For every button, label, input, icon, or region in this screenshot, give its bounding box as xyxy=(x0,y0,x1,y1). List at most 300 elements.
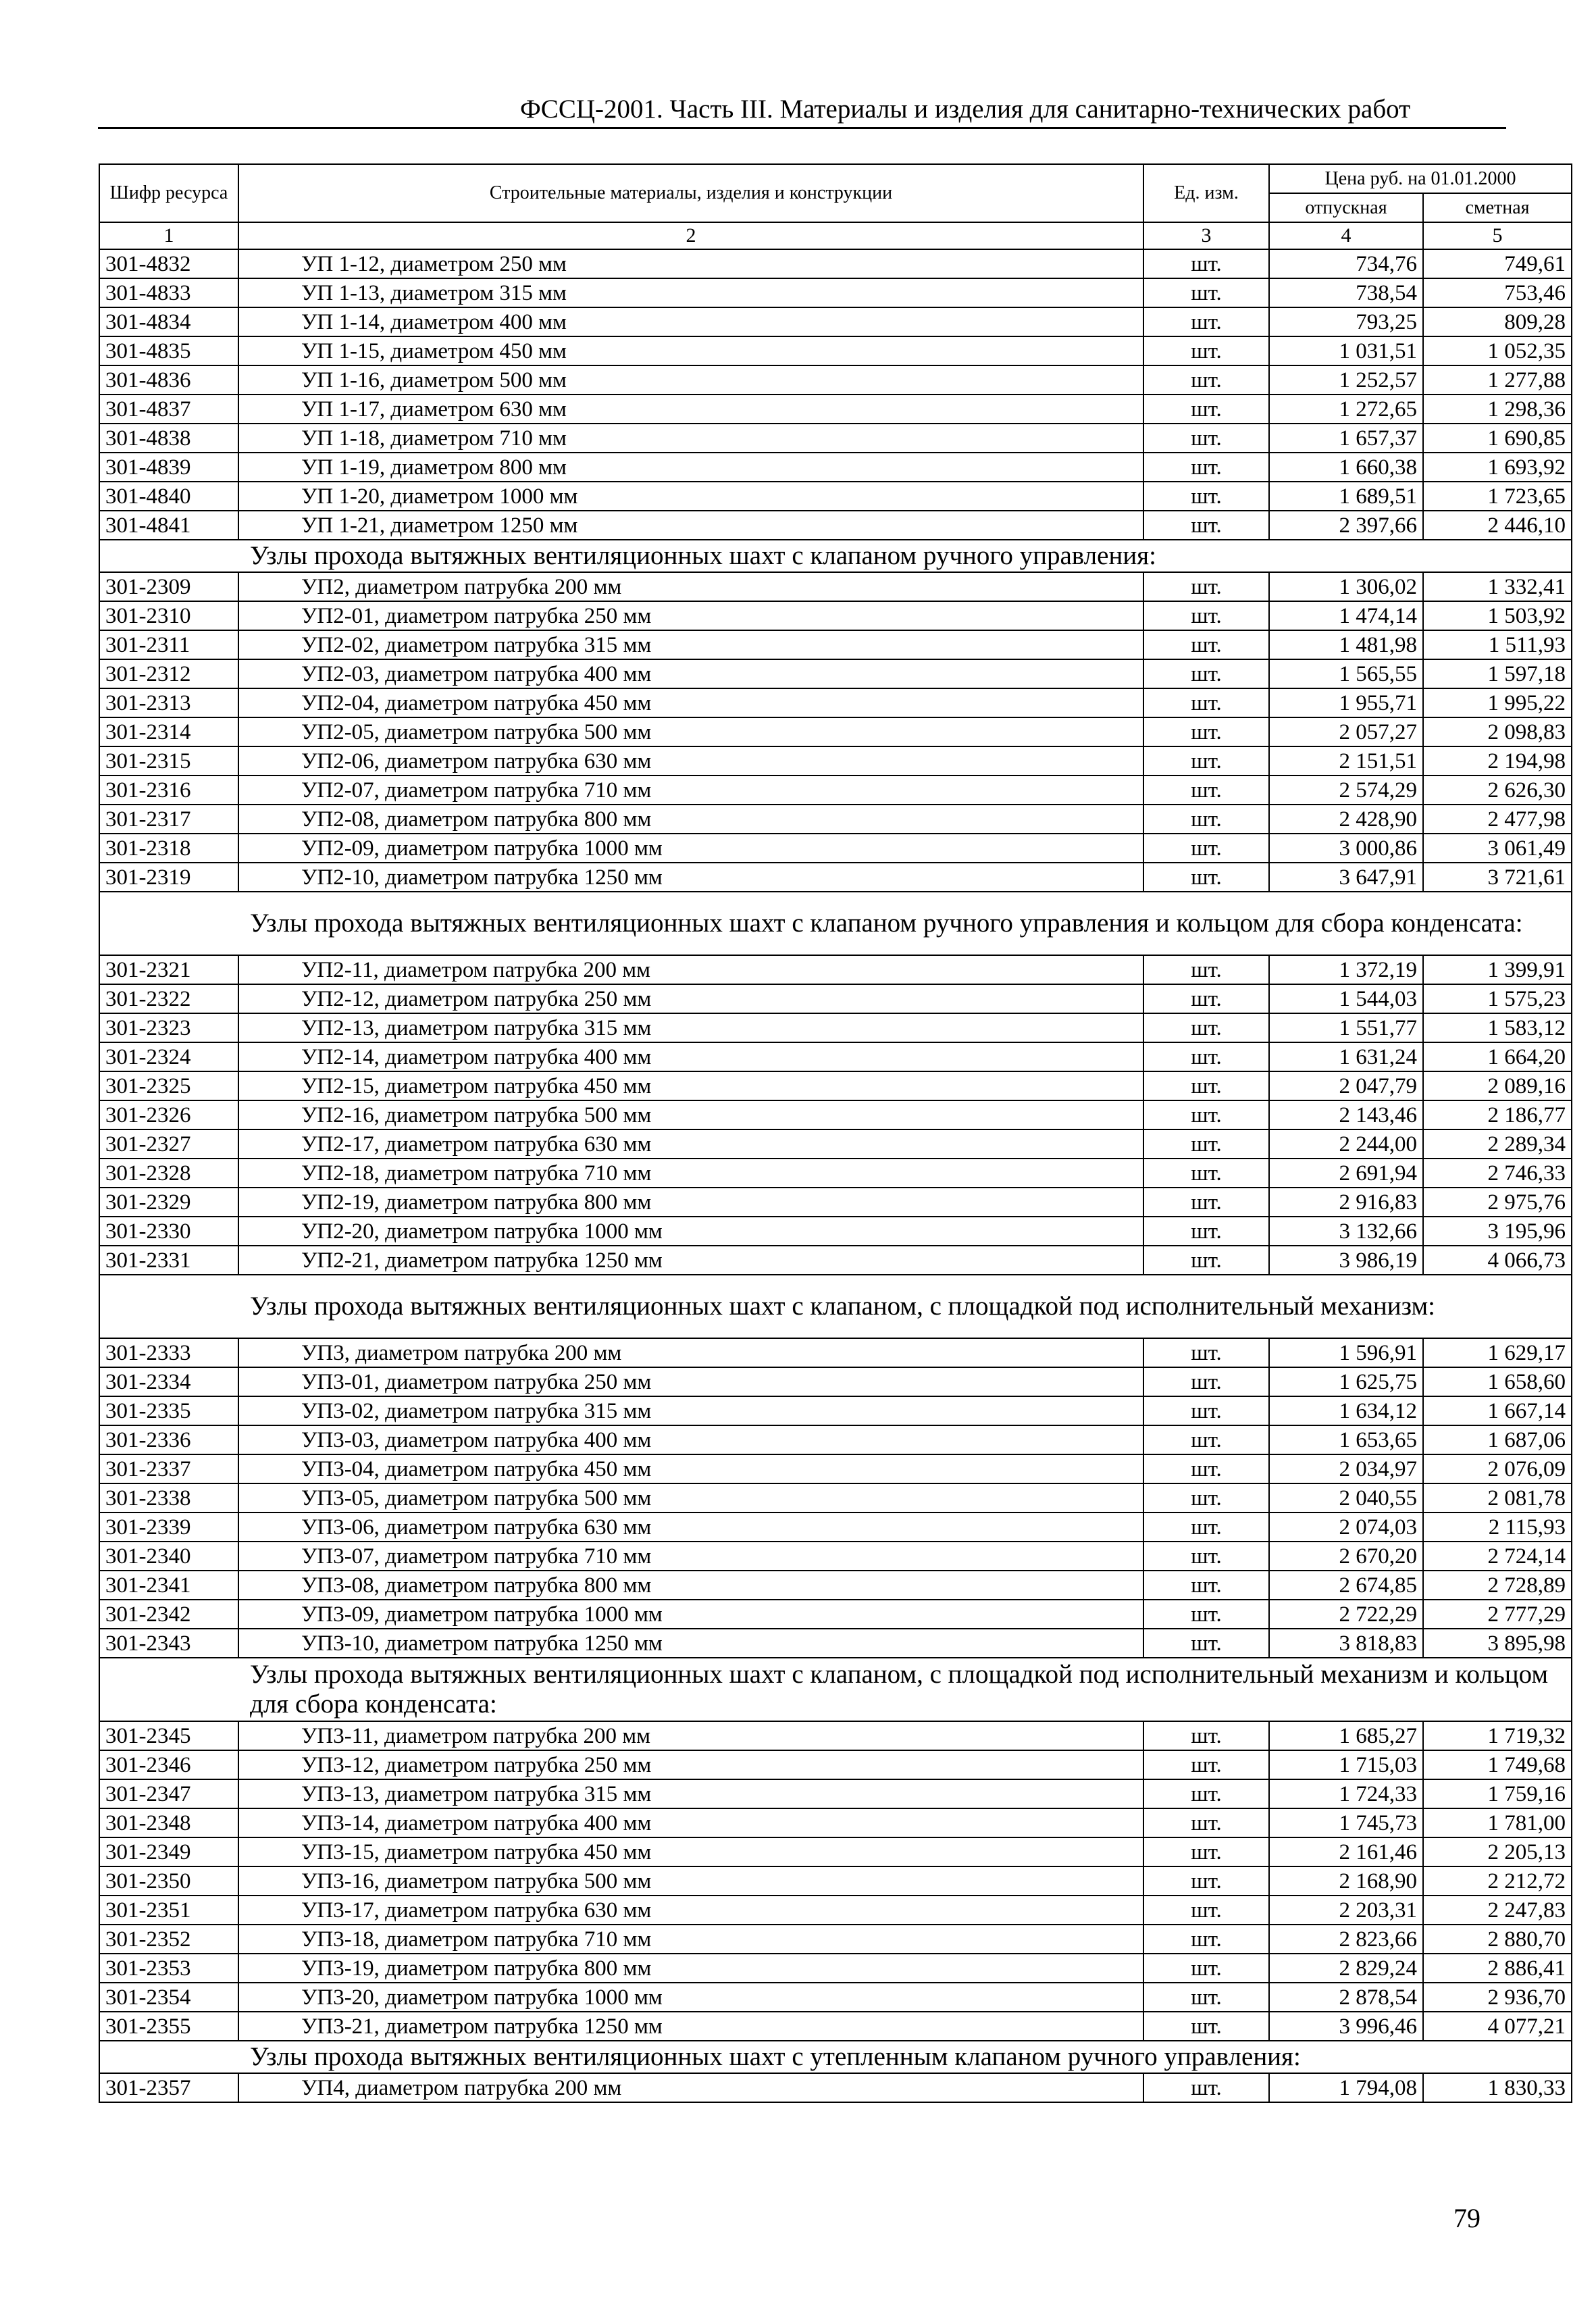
cell-code: 301-4837 xyxy=(99,395,238,424)
cell-name: УП2-12, диаметром патрубка 250 мм xyxy=(238,984,1143,1013)
cell-unit: шт. xyxy=(1143,1896,1269,1925)
cell-price-release: 1 715,03 xyxy=(1269,1750,1423,1779)
cell-price-release: 2 670,20 xyxy=(1269,1542,1423,1571)
cell-code: 301-2323 xyxy=(99,1013,238,1042)
header-name: Строительные материалы, изделия и конструкции xyxy=(238,164,1143,222)
table-row xyxy=(99,776,1572,805)
table-row xyxy=(99,659,1572,688)
cell-price-release: 2 916,83 xyxy=(1269,1188,1423,1217)
table-row xyxy=(99,424,1572,453)
table-row xyxy=(99,453,1572,482)
cell-code: 301-2349 xyxy=(99,1837,238,1866)
cell-name: УП2-17, диаметром патрубка 630 мм xyxy=(238,1129,1143,1159)
cell-price-release: 3 996,46 xyxy=(1269,2012,1423,2041)
section-heading: Узлы прохода вытяжных вентиляционных шахт с клапаном, с площадкой под исполнительный механизм и кольцом для сбора конденсата: xyxy=(99,1658,1572,1721)
section-heading-row xyxy=(99,1275,1572,1338)
table-row xyxy=(99,1954,1572,1983)
cell-price-release: 3 986,19 xyxy=(1269,1246,1423,1275)
cell-name: УП3-20, диаметром патрубка 1000 мм xyxy=(238,1983,1143,2012)
cell-code: 301-2322 xyxy=(99,984,238,1013)
cell-code: 301-2318 xyxy=(99,834,238,863)
table-row xyxy=(99,365,1572,395)
cell-price-estimate: 2 724,14 xyxy=(1423,1542,1572,1571)
cell-code: 301-2330 xyxy=(99,1217,238,1246)
cell-unit: шт. xyxy=(1143,746,1269,776)
cell-unit: шт. xyxy=(1143,1159,1269,1188)
cell-code: 301-2324 xyxy=(99,1042,238,1071)
cell-unit: шт. xyxy=(1143,395,1269,424)
header-price-group: Цена руб. на 01.01.2000 xyxy=(1269,164,1572,193)
table-row xyxy=(99,1338,1572,1367)
cell-name: УП2-03, диаметром патрубка 400 мм xyxy=(238,659,1143,688)
table-row xyxy=(99,1808,1572,1837)
cell-price-release: 1 252,57 xyxy=(1269,365,1423,395)
table-row xyxy=(99,984,1572,1013)
cell-unit: шт. xyxy=(1143,863,1269,892)
table-row xyxy=(99,511,1572,540)
table-row xyxy=(99,1925,1572,1954)
cell-code: 301-2339 xyxy=(99,1513,238,1542)
cell-unit: шт. xyxy=(1143,1013,1269,1042)
cell-name: УП3-07, диаметром патрубка 710 мм xyxy=(238,1542,1143,1571)
cell-price-estimate: 3 195,96 xyxy=(1423,1217,1572,1246)
cell-price-estimate: 2 247,83 xyxy=(1423,1896,1572,1925)
cell-name: УП 1-20, диаметром 1000 мм xyxy=(238,482,1143,511)
cell-price-estimate: 2 446,10 xyxy=(1423,511,1572,540)
table-row xyxy=(99,1217,1572,1246)
table-row xyxy=(99,1396,1572,1425)
cell-code: 301-2354 xyxy=(99,1983,238,2012)
table-row xyxy=(99,1071,1572,1100)
cell-code: 301-2338 xyxy=(99,1483,238,1513)
cell-unit: шт. xyxy=(1143,984,1269,1013)
table-row xyxy=(99,688,1572,717)
cell-price-estimate: 2 746,33 xyxy=(1423,1159,1572,1188)
cell-price-estimate: 2 936,70 xyxy=(1423,1983,1572,2012)
table-row xyxy=(99,1629,1572,1658)
cell-unit: шт. xyxy=(1143,1217,1269,1246)
cell-unit: шт. xyxy=(1143,1954,1269,1983)
cell-price-release: 3 132,66 xyxy=(1269,1217,1423,1246)
table-row xyxy=(99,1454,1572,1483)
cell-code: 301-2334 xyxy=(99,1367,238,1396)
table-row xyxy=(99,1750,1572,1779)
cell-price-estimate: 1 658,60 xyxy=(1423,1367,1572,1396)
cell-code: 301-2333 xyxy=(99,1338,238,1367)
cell-name: УП3-14, диаметром патрубка 400 мм xyxy=(238,1808,1143,1837)
cell-unit: шт. xyxy=(1143,511,1269,540)
column-number: 1 xyxy=(99,222,238,249)
cell-price-release: 2 161,46 xyxy=(1269,1837,1423,1866)
cell-price-estimate: 4 077,21 xyxy=(1423,2012,1572,2041)
cell-price-release: 2 034,97 xyxy=(1269,1454,1423,1483)
cell-unit: шт. xyxy=(1143,659,1269,688)
cell-unit: шт. xyxy=(1143,1983,1269,2012)
cell-code: 301-2337 xyxy=(99,1454,238,1483)
cell-unit: шт. xyxy=(1143,955,1269,984)
cell-price-estimate: 809,28 xyxy=(1423,307,1572,336)
table-row xyxy=(99,1367,1572,1396)
table-row xyxy=(99,834,1572,863)
cell-price-estimate: 1 664,20 xyxy=(1423,1042,1572,1071)
table-row xyxy=(99,336,1572,365)
cell-name: УП2-07, диаметром патрубка 710 мм xyxy=(238,776,1143,805)
page-number: 79 xyxy=(1453,2203,1481,2233)
cell-price-release: 2 829,24 xyxy=(1269,1954,1423,1983)
cell-name: УП3, диаметром патрубка 200 мм xyxy=(238,1338,1143,1367)
table-row xyxy=(99,805,1572,834)
table-row xyxy=(99,1159,1572,1188)
cell-name: УП 1-15, диаметром 450 мм xyxy=(238,336,1143,365)
header-unit: Ед. изм. xyxy=(1143,164,1269,222)
cell-price-release: 1 689,51 xyxy=(1269,482,1423,511)
cell-price-release: 1 634,12 xyxy=(1269,1396,1423,1425)
table-row xyxy=(99,1571,1572,1600)
cell-code: 301-2353 xyxy=(99,1954,238,1983)
cell-name: УП3-13, диаметром патрубка 315 мм xyxy=(238,1779,1143,1808)
cell-price-release: 1 481,98 xyxy=(1269,630,1423,659)
cell-price-estimate: 2 975,76 xyxy=(1423,1188,1572,1217)
cell-code: 301-2311 xyxy=(99,630,238,659)
cell-code: 301-2340 xyxy=(99,1542,238,1571)
cell-name: УП3-10, диаметром патрубка 1250 мм xyxy=(238,1629,1143,1658)
column-number-row xyxy=(99,222,1572,249)
table-row xyxy=(99,601,1572,630)
cell-unit: шт. xyxy=(1143,572,1269,601)
cell-price-estimate: 1 052,35 xyxy=(1423,336,1572,365)
cell-price-estimate: 2 089,16 xyxy=(1423,1071,1572,1100)
cell-price-estimate: 1 723,65 xyxy=(1423,482,1572,511)
column-number: 4 xyxy=(1269,222,1423,249)
cell-name: УП2-02, диаметром патрубка 315 мм xyxy=(238,630,1143,659)
cell-code: 301-2316 xyxy=(99,776,238,805)
price-table xyxy=(99,163,1572,2103)
cell-unit: шт. xyxy=(1143,424,1269,453)
cell-name: УП3-19, диаметром патрубка 800 мм xyxy=(238,1954,1143,1983)
cell-price-release: 2 428,90 xyxy=(1269,805,1423,834)
cell-name: УП2-01, диаметром патрубка 250 мм xyxy=(238,601,1143,630)
cell-name: УП3-02, диаметром патрубка 315 мм xyxy=(238,1396,1143,1425)
cell-code: 301-4836 xyxy=(99,365,238,395)
cell-code: 301-2325 xyxy=(99,1071,238,1100)
cell-price-estimate: 2 886,41 xyxy=(1423,1954,1572,1983)
cell-unit: шт. xyxy=(1143,1721,1269,1750)
cell-price-estimate: 1 332,41 xyxy=(1423,572,1572,601)
cell-code: 301-4834 xyxy=(99,307,238,336)
cell-unit: шт. xyxy=(1143,278,1269,307)
cell-code: 301-2357 xyxy=(99,2073,238,2102)
section-heading-row xyxy=(99,1658,1572,1721)
cell-code: 301-2314 xyxy=(99,717,238,746)
cell-unit: шт. xyxy=(1143,1808,1269,1837)
cell-unit: шт. xyxy=(1143,2073,1269,2102)
cell-price-release: 2 674,85 xyxy=(1269,1571,1423,1600)
cell-name: УП2-06, диаметром патрубка 630 мм xyxy=(238,746,1143,776)
cell-unit: шт. xyxy=(1143,630,1269,659)
cell-unit: шт. xyxy=(1143,336,1269,365)
cell-code: 301-2315 xyxy=(99,746,238,776)
cell-name: УП2-16, диаметром патрубка 500 мм xyxy=(238,1100,1143,1129)
cell-price-estimate: 1 629,17 xyxy=(1423,1338,1572,1367)
cell-unit: шт. xyxy=(1143,1866,1269,1896)
cell-name: УП 1-16, диаметром 500 мм xyxy=(238,365,1143,395)
cell-price-estimate: 3 895,98 xyxy=(1423,1629,1572,1658)
cell-code: 301-2327 xyxy=(99,1129,238,1159)
cell-price-estimate: 1 687,06 xyxy=(1423,1425,1572,1454)
cell-unit: шт. xyxy=(1143,365,1269,395)
cell-price-estimate: 1 759,16 xyxy=(1423,1779,1572,1808)
table-row xyxy=(99,1779,1572,1808)
cell-price-estimate: 2 477,98 xyxy=(1423,805,1572,834)
table-row xyxy=(99,1866,1572,1896)
cell-name: УП2-14, диаметром патрубка 400 мм xyxy=(238,1042,1143,1071)
cell-unit: шт. xyxy=(1143,1246,1269,1275)
cell-name: УП2-15, диаметром патрубка 450 мм xyxy=(238,1071,1143,1100)
cell-price-estimate: 1 298,36 xyxy=(1423,395,1572,424)
cell-name: УП3-05, диаметром патрубка 500 мм xyxy=(238,1483,1143,1513)
cell-unit: шт. xyxy=(1143,1925,1269,1954)
cell-price-release: 1 794,08 xyxy=(1269,2073,1423,2102)
cell-price-release: 1 372,19 xyxy=(1269,955,1423,984)
cell-name: УП3-18, диаметром патрубка 710 мм xyxy=(238,1925,1143,1954)
table-row xyxy=(99,1513,1572,1542)
cell-unit: шт. xyxy=(1143,1425,1269,1454)
cell-unit: шт. xyxy=(1143,453,1269,482)
cell-price-release: 1 625,75 xyxy=(1269,1367,1423,1396)
cell-price-release: 2 574,29 xyxy=(1269,776,1423,805)
cell-name: УП2-18, диаметром патрубка 710 мм xyxy=(238,1159,1143,1188)
cell-price-estimate: 1 511,93 xyxy=(1423,630,1572,659)
cell-price-release: 2 047,79 xyxy=(1269,1071,1423,1100)
cell-name: УП2-13, диаметром патрубка 315 мм xyxy=(238,1013,1143,1042)
cell-price-release: 1 685,27 xyxy=(1269,1721,1423,1750)
cell-price-release: 1 565,55 xyxy=(1269,659,1423,688)
cell-unit: шт. xyxy=(1143,1513,1269,1542)
cell-name: УП3-15, диаметром патрубка 450 мм xyxy=(238,1837,1143,1866)
cell-price-release: 1 745,73 xyxy=(1269,1808,1423,1837)
cell-price-estimate: 3 061,49 xyxy=(1423,834,1572,863)
cell-unit: шт. xyxy=(1143,307,1269,336)
cell-name: УП 1-17, диаметром 630 мм xyxy=(238,395,1143,424)
cell-name: УП3-04, диаметром патрубка 450 мм xyxy=(238,1454,1143,1483)
cell-code: 301-2328 xyxy=(99,1159,238,1188)
cell-unit: шт. xyxy=(1143,1542,1269,1571)
cell-code: 301-2343 xyxy=(99,1629,238,1658)
cell-price-release: 2 074,03 xyxy=(1269,1513,1423,1542)
cell-price-release: 2 878,54 xyxy=(1269,1983,1423,2012)
cell-name: УП2-19, диаметром патрубка 800 мм xyxy=(238,1188,1143,1217)
cell-unit: шт. xyxy=(1143,1100,1269,1129)
cell-price-release: 2 722,29 xyxy=(1269,1600,1423,1629)
cell-name: УП4, диаметром патрубка 200 мм xyxy=(238,2073,1143,2102)
cell-name: УП3-11, диаметром патрубка 200 мм xyxy=(238,1721,1143,1750)
cell-price-release: 2 040,55 xyxy=(1269,1483,1423,1513)
cell-price-estimate: 2 194,98 xyxy=(1423,746,1572,776)
cell-code: 301-2346 xyxy=(99,1750,238,1779)
table-row xyxy=(99,1483,1572,1513)
table-row xyxy=(99,630,1572,659)
cell-code: 301-2350 xyxy=(99,1866,238,1896)
table-row xyxy=(99,1837,1572,1866)
cell-price-release: 1 596,91 xyxy=(1269,1338,1423,1367)
cell-price-estimate: 2 081,78 xyxy=(1423,1483,1572,1513)
cell-price-release: 2 168,90 xyxy=(1269,1866,1423,1896)
cell-name: УП2-08, диаметром патрубка 800 мм xyxy=(238,805,1143,834)
table-row xyxy=(99,2012,1572,2041)
cell-price-release: 2 151,51 xyxy=(1269,746,1423,776)
table-row xyxy=(99,1425,1572,1454)
cell-price-release: 2 057,27 xyxy=(1269,717,1423,746)
cell-name: УП3-21, диаметром патрубка 1250 мм xyxy=(238,2012,1143,2041)
cell-code: 301-2347 xyxy=(99,1779,238,1808)
cell-price-estimate: 2 777,29 xyxy=(1423,1600,1572,1629)
cell-unit: шт. xyxy=(1143,1600,1269,1629)
table-row xyxy=(99,395,1572,424)
cell-code: 301-2321 xyxy=(99,955,238,984)
table-row xyxy=(99,1600,1572,1629)
table-row xyxy=(99,1896,1572,1925)
table-body xyxy=(99,249,1572,2102)
table-row xyxy=(99,717,1572,746)
column-number: 2 xyxy=(238,222,1143,249)
cell-unit: шт. xyxy=(1143,1571,1269,1600)
cell-code: 301-2310 xyxy=(99,601,238,630)
cell-price-release: 793,25 xyxy=(1269,307,1423,336)
cell-name: УП 1-21, диаметром 1250 мм xyxy=(238,511,1143,540)
table-row xyxy=(99,307,1572,336)
cell-name: УП3-08, диаметром патрубка 800 мм xyxy=(238,1571,1143,1600)
cell-price-release: 1 031,51 xyxy=(1269,336,1423,365)
cell-price-estimate: 2 289,34 xyxy=(1423,1129,1572,1159)
section-heading: Узлы прохода вытяжных вентиляционных шахт с утепленным клапаном ручного управления: xyxy=(99,2041,1572,2073)
section-heading: Узлы прохода вытяжных вентиляционных шахт с клапаном ручного управления и кольцом для сбора конденсата: xyxy=(99,892,1572,955)
cell-unit: шт. xyxy=(1143,482,1269,511)
table-row xyxy=(99,2073,1572,2102)
cell-price-release: 738,54 xyxy=(1269,278,1423,307)
cell-code: 301-4839 xyxy=(99,453,238,482)
cell-code: 301-2348 xyxy=(99,1808,238,1837)
cell-name: УП2-10, диаметром патрубка 1250 мм xyxy=(238,863,1143,892)
cell-unit: шт. xyxy=(1143,1396,1269,1425)
cell-price-release: 2 203,31 xyxy=(1269,1896,1423,1925)
cell-code: 301-2355 xyxy=(99,2012,238,2041)
cell-price-release: 1 653,65 xyxy=(1269,1425,1423,1454)
column-number: 3 xyxy=(1143,222,1269,249)
cell-unit: шт. xyxy=(1143,1629,1269,1658)
cell-unit: шт. xyxy=(1143,805,1269,834)
cell-price-release: 2 244,00 xyxy=(1269,1129,1423,1159)
cell-name: УП2-05, диаметром патрубка 500 мм xyxy=(238,717,1143,746)
cell-price-estimate: 2 098,83 xyxy=(1423,717,1572,746)
table-row xyxy=(99,1542,1572,1571)
cell-price-estimate: 3 721,61 xyxy=(1423,863,1572,892)
cell-price-release: 1 544,03 xyxy=(1269,984,1423,1013)
cell-price-release: 2 691,94 xyxy=(1269,1159,1423,1188)
cell-unit: шт. xyxy=(1143,1837,1269,1866)
header-price-estimate: сметная xyxy=(1423,193,1572,222)
table-row xyxy=(99,863,1572,892)
cell-price-estimate: 749,61 xyxy=(1423,249,1572,278)
cell-unit: шт. xyxy=(1143,1338,1269,1367)
table-row xyxy=(99,572,1572,601)
cell-price-release: 1 474,14 xyxy=(1269,601,1423,630)
cell-name: УП2-20, диаметром патрубка 1000 мм xyxy=(238,1217,1143,1246)
table-row xyxy=(99,249,1572,278)
cell-unit: шт. xyxy=(1143,1042,1269,1071)
cell-price-estimate: 1 719,32 xyxy=(1423,1721,1572,1750)
cell-unit: шт. xyxy=(1143,249,1269,278)
cell-price-estimate: 753,46 xyxy=(1423,278,1572,307)
cell-code: 301-2342 xyxy=(99,1600,238,1629)
table-row xyxy=(99,1983,1572,2012)
cell-price-estimate: 4 066,73 xyxy=(1423,1246,1572,1275)
cell-price-estimate: 1 583,12 xyxy=(1423,1013,1572,1042)
cell-name: УП2-21, диаметром патрубка 1250 мм xyxy=(238,1246,1143,1275)
cell-price-estimate: 1 781,00 xyxy=(1423,1808,1572,1837)
table-row xyxy=(99,1013,1572,1042)
page-header-title: ФССЦ-2001. Часть III. Материалы и изделия для санитарно-технических работ xyxy=(520,95,1411,124)
cell-code: 301-2335 xyxy=(99,1396,238,1425)
cell-price-release: 2 143,46 xyxy=(1269,1100,1423,1129)
table-row xyxy=(99,955,1572,984)
cell-name: УП3-17, диаметром патрубка 630 мм xyxy=(238,1896,1143,1925)
cell-code: 301-2317 xyxy=(99,805,238,834)
cell-code: 301-4838 xyxy=(99,424,238,453)
cell-price-release: 2 823,66 xyxy=(1269,1925,1423,1954)
cell-price-estimate: 1 995,22 xyxy=(1423,688,1572,717)
cell-price-estimate: 2 212,72 xyxy=(1423,1866,1572,1896)
cell-name: УП3-03, диаметром патрубка 400 мм xyxy=(238,1425,1143,1454)
table-row xyxy=(99,1721,1572,1750)
cell-code: 301-2352 xyxy=(99,1925,238,1954)
table-row xyxy=(99,1100,1572,1129)
cell-price-estimate: 1 503,92 xyxy=(1423,601,1572,630)
cell-price-release: 1 660,38 xyxy=(1269,453,1423,482)
table-row xyxy=(99,482,1572,511)
cell-code: 301-4841 xyxy=(99,511,238,540)
cell-name: УП2-04, диаметром патрубка 450 мм xyxy=(238,688,1143,717)
section-heading: Узлы прохода вытяжных вентиляционных шахт с клапаном ручного управления: xyxy=(99,540,1572,572)
cell-code: 301-2313 xyxy=(99,688,238,717)
header-price-release: отпускная xyxy=(1269,193,1423,222)
cell-price-release: 1 657,37 xyxy=(1269,424,1423,453)
cell-unit: шт. xyxy=(1143,776,1269,805)
cell-unit: шт. xyxy=(1143,1129,1269,1159)
cell-code: 301-4832 xyxy=(99,249,238,278)
table-row xyxy=(99,278,1572,307)
cell-name: УП2, диаметром патрубка 200 мм xyxy=(238,572,1143,601)
cell-code: 301-4835 xyxy=(99,336,238,365)
cell-price-estimate: 2 205,13 xyxy=(1423,1837,1572,1866)
cell-name: УП3-12, диаметром патрубка 250 мм xyxy=(238,1750,1143,1779)
cell-price-estimate: 1 575,23 xyxy=(1423,984,1572,1013)
cell-code: 301-2336 xyxy=(99,1425,238,1454)
table-row xyxy=(99,1188,1572,1217)
cell-name: УП3-09, диаметром патрубка 1000 мм xyxy=(238,1600,1143,1629)
cell-price-estimate: 1 690,85 xyxy=(1423,424,1572,453)
cell-price-release: 734,76 xyxy=(1269,249,1423,278)
cell-price-estimate: 1 830,33 xyxy=(1423,2073,1572,2102)
column-number: 5 xyxy=(1423,222,1572,249)
cell-unit: шт. xyxy=(1143,1454,1269,1483)
cell-price-release: 1 631,24 xyxy=(1269,1042,1423,1071)
cell-price-estimate: 1 399,91 xyxy=(1423,955,1572,984)
cell-unit: шт. xyxy=(1143,1367,1269,1396)
cell-price-estimate: 1 749,68 xyxy=(1423,1750,1572,1779)
cell-code: 301-2309 xyxy=(99,572,238,601)
cell-code: 301-2326 xyxy=(99,1100,238,1129)
cell-unit: шт. xyxy=(1143,834,1269,863)
